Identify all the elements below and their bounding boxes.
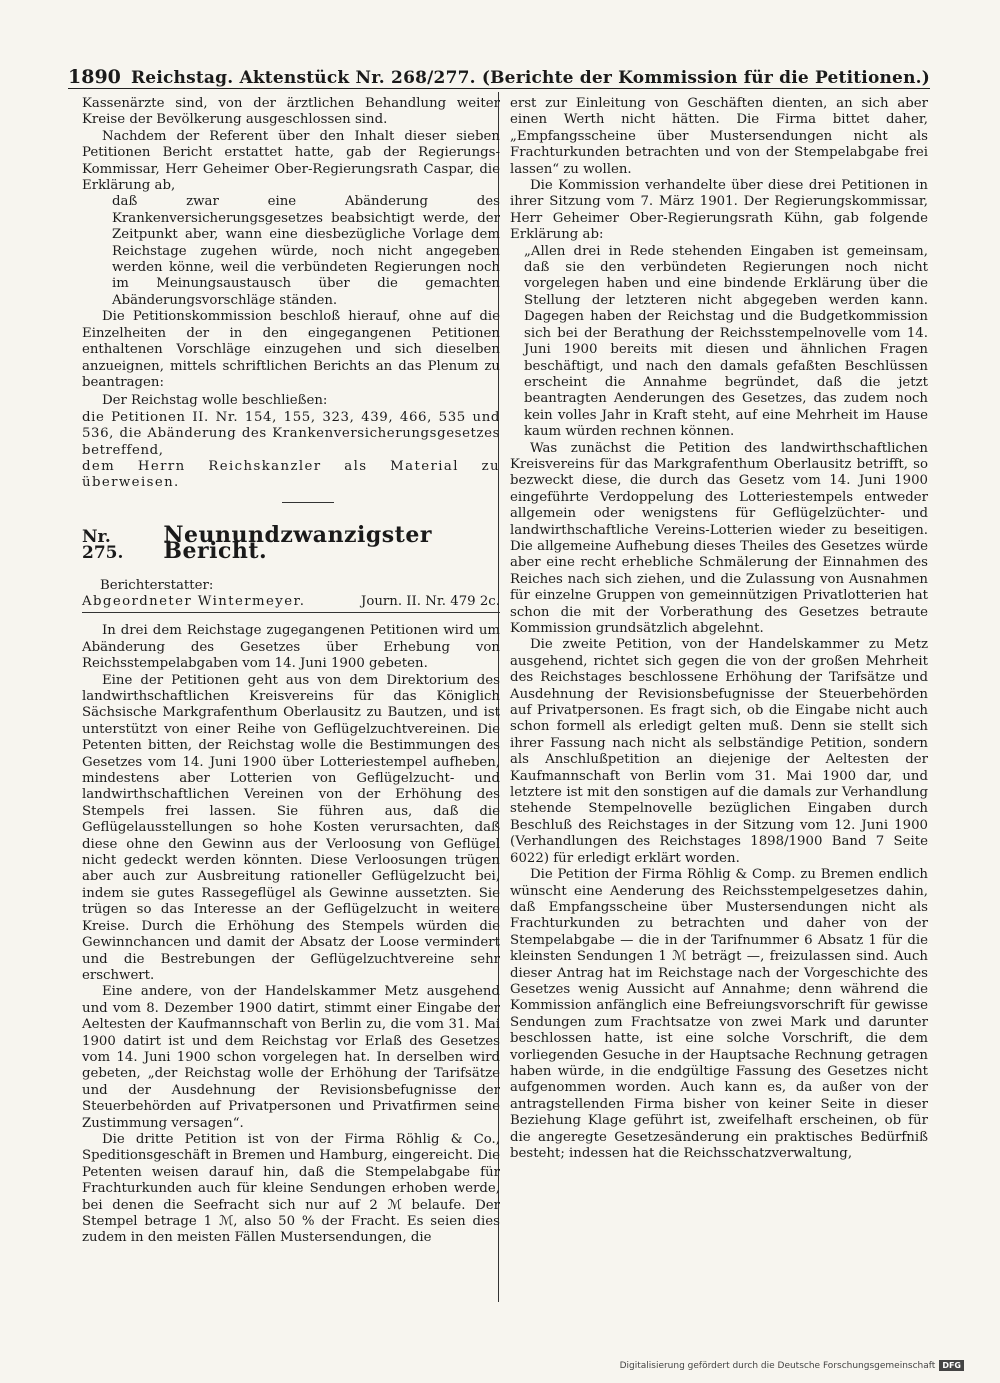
report-title: Neunundzwanzigster Bericht.: [163, 521, 432, 565]
footer-text: Digitalisierung gefördert durch die Deutsche Forschungsgemeinschaft: [619, 1360, 936, 1371]
reporter-block: [82, 578, 500, 614]
page-number: 1890: [68, 66, 121, 88]
paragraph: Kassenärzte sind, von der ärztlichen Behandlung weiter Kreise der Bevölkerung ausgeschlossen sind.: [82, 96, 500, 128]
paragraph: Eine andere, von der Handelskammer Metz ausgehend und vom 8. Dezember 1900 datirt, stimmt einer Eingabe der Aeltesten der Kaufmannschaft von Berlin zu, die vom 31. Mai 1900 datirt ist und dem Reichstag vor Erlaß des Gesetzes vom 14. Juni 1900 schon vorgelegen hat. In derselben wird gebeten, „der Reichstag wolle der Erhöhung der Tarifsätze und der Ausdehnung der Revisionsbefugnisse der Steuerbehörden auf Privatpersonen und Privatfirmen seine Zustimmung versagen“.: [82, 984, 500, 1131]
paragraph: Was zunächst die Petition des landwirthschaftlichen Kreisvereins für das Markgrafenthum Oberlausitz betrifft, so bezweckt diese, die durch das Gesetz vom 14. Juni 1900 eingeführte Verdoppelung des Lotteriestempels entweder allgemein oder wenigstens für Geflügelzüchter- und landwirthschaftliche Vereins-Lotterien wieder zu beseitigen. Die allgemeine Aufhebung dieses Theiles des Gesetzes würde aber eine recht erhebliche Schmälerung der Einnahmen des Reiches nach sich ziehen, und die Zulassung von Ausnahmen für einzelne Gruppen von gemeinnützigen Privatlotterien hat schon die mit der Vorberathung des Gesetzes betraute Kommission grundsätzlich abgelehnt.: [510, 440, 928, 636]
page-header: [68, 58, 930, 89]
paragraph: Die Petitionskommission beschloß hierauf, ohne auf die Einzelheiten der in den eingegangenen Petitionen enthaltenen Vorschläge einzugehen und sich dieselben anzueignen, mittels schriftlichen Berichts an das Plenum zu beantragen:: [82, 309, 500, 390]
paragraph: Eine der Petitionen geht aus von dem Direktorium des landwirthschaftlichen Kreisvereins für das Königlich Sächsische Markgrafenthum Oberlausitz zu Bautzen, und ist unterstützt von einer Reihe von Geflügelzuchtvereinen. Die Petenten bitten, der Reichstag wolle die Bestimmungen des Gesetzes vom 14. Juni 1900 über Lotteriestempel aufheben, mindestens aber Lotterien von Geflügelzucht- und landwirthschaftlichen Vereinen von der Erhöhung des Stempels frei lassen. Sie führen aus, daß die Geflügelausstellungen so hohe Kosten verursachten, daß diese ohne den Gewinn aus der Verloosung von Geflügel nicht gedeckt werden könnten. Diese Verloosungen trügen aber auch zur Ausbreitung rationeller Geflügelzucht bei, indem sie gutes Rassegeflügel als Gewinne aussetzten. Sie trügen so das Interesse an der Geflügelzucht in weitere Kreise. Durch die Erhöhung des Stempels würden die Gewinnchancen und damit der Absatz der Loose vermindert und die Bestrebungen der Geflügelzuchtvereine sehr erschwert.: [82, 672, 500, 983]
paragraph: Die zweite Petition, von der Handelskammer zu Metz ausgehend, richtet sich gegen die von der großen Mehrheit des Reichstages beschlossene Erhöhung der Tarifsätze und Ausdehnung der Revisionsbefugnisse der Steuerbehörden auf Privatpersonen. Es fragt sich, ob die Eingabe nicht auch schon formell als erledigt gelten muß. Denn sie stellt sich ihrer Fassung nach nicht als selbständige Petition, sondern als Anschlußpetition an diejenige der Aeltesten der Kaufmannschaft von Berlin vom 31. Mai 1900 dar, und letztere ist mit den sonstigen auf die damals zur Verhandlung stehende Stempelnovelle bezüglichen Eingaben durch Beschluß des Reichstages in der Sitzung vom 12. Juni 1900 (Verhandlungen des Reichstages 1898/1900 Band 7 Seite 6022) für erledigt erklärt worden.: [510, 637, 928, 866]
paragraph: Nachdem der Referent über den Inhalt dieser sieben Petitionen Bericht erstattet hatte, gab der Regierungs-Kommissar, Herr Geheimer Ober-Regierungsrath Caspar, die Erklärung ab,: [82, 128, 500, 194]
reporter-label: Berichterstatter:: [100, 577, 214, 593]
running-title: Reichstag. Aktenstück Nr. 268/277. (Berichte der Kommission für die Petitionen.): [130, 68, 930, 88]
block-quote: [112, 194, 500, 309]
resolution-final: dem Herrn Reichskanzler als Material zu überweisen.: [82, 458, 500, 491]
resolution-block: [82, 393, 500, 491]
resolution-lead: Der Reichstag wolle beschließen:: [101, 393, 328, 409]
report-heading: [82, 521, 500, 565]
dfg-logo: DFG: [939, 1360, 964, 1371]
journal-reference: Journ. II. Nr. 479 2c.: [361, 593, 500, 609]
quote-text: „Allen drei in Rede stehenden Eingaben ist gemeinsam, daß sie den verbündeten Regierungen noch nicht vorgelegen haben und eine bindende Erklärung über die Stellung der letzteren nicht abgegeben werden kann. Dagegen haben der Reichstag und die Budgetkommission sich bei der Berathung der Reichsstempelnovelle vom 14. Juni 1900 bereits mit diesen und ähnlichen Fragen beschäftigt, und nach den damals gefaßten Beschlüssen erscheint die Annahme begründet, daß die jetzt beantragten Aenderungen des Gesetzes, das zudem noch kein volles Jahr in Kraft steht, auf eine Mehrheit im Hause kaum würden rechnen können.: [524, 243, 928, 440]
right-column: [510, 96, 928, 1162]
paragraph: Die Petition der Firma Röhlig & Comp. zu Bremen endlich wünscht eine Aenderung des Reichsstempelgesetzes dahin, daß Empfangsscheine über Mustersendungen nicht als Frachturkunden zu betrachten und daher von der Stempelabgabe — die in der Tarifnummer 6 Absatz 1 für die kleinsten Sendungen 1 ℳ beträgt —, freizulassen sind. Auch dieser Antrag hat im Reichstage nach der Vorgeschichte des Gesetzes wenig Aussicht auf Annahme; denn während die Kommission anfänglich eine Befreiungsvorschrift für gewisse Sendungen zum Frachtsatze von zwei Mark und darunter beschlossen hatte, ist eine solche Vorschrift, die dem vorliegenden Gesuche in der Hauptsache Rechnung getragen haben würde, in die endgültige Fassung des Gesetzes nicht aufgenommen worden. Auch kann es, da außer von der antragstellenden Firma bisher von keiner Seite in dieser Beziehung Klage geführt ist, zweifelhaft erscheinen, ob für die angeregte Gesetzesänderung ein praktisches Bedürfniß besteht; indessen hat die Reichsschatzverwaltung,: [510, 867, 928, 1161]
report-number: Nr. 275.: [82, 526, 124, 564]
paragraph: erst zur Einleitung von Geschäften dienten, an sich aber einen Werth nicht hätten. Die Firma bittet daher, „Empfangsscheine über Mustersendungen nicht als Frachturkunden betrachten und von der Stempelabgabe frei lassen“ zu wollen.: [510, 96, 928, 177]
paragraph: Die dritte Petition ist von der Firma Röhlig & Co., Speditionsgeschäft in Bremen und Hamburg, eingereicht. Die Petenten weisen darauf hin, daß die Stempelabgabe für Frachturkunden auch für kleine Sendungen erhoben werde, bei denen die Seefracht sich nur auf 2 ℳ belaufe. Der Stempel betrage 1 ℳ, also 50 % der Fracht. Es seien dies zudem in den meisten Fällen Mustersendungen, die: [82, 1131, 500, 1246]
left-column: [82, 96, 500, 1247]
quote-text: daß zwar eine Abänderung des Krankenversicherungsgesetzes beabsichtigt werde, der Zeitpunkt aber, wann eine diesbezügliche Vorlage dem Reichstage zugehen würde, noch nicht angegeben werden könne, weil die verbündeten Regierungen noch im Meinungsaustausch über die gemachten Abänderungsvorschläge ständen.: [112, 194, 500, 308]
block-quote: [524, 244, 928, 441]
paragraph: Die Kommission verhandelte über diese drei Petitionen in ihrer Sitzung vom 7. März 1901. Der Regierungskommissar, Herr Geheimer Ober-Regierungsrath Kühn, gab folgende Erklärung ab:: [510, 178, 928, 243]
section-rule: [282, 502, 334, 503]
paragraph: In drei dem Reichstage zugegangenen Petitionen wird um Abänderung des Gesetzes über Erhebung von Reichsstempelabgaben vom 14. Juni 1900 gebeten.: [82, 623, 500, 672]
funding-footer: [620, 1360, 964, 1371]
reporter-name: Abgeordneter Wintermeyer.: [82, 593, 306, 609]
resolution-body: die Petitionen II. Nr. 154, 155, 323, 439, 466, 535 und 536, die Abänderung des Krankenversicherungsgesetzes betreffend,: [82, 409, 500, 458]
reporter-row: [82, 594, 500, 613]
